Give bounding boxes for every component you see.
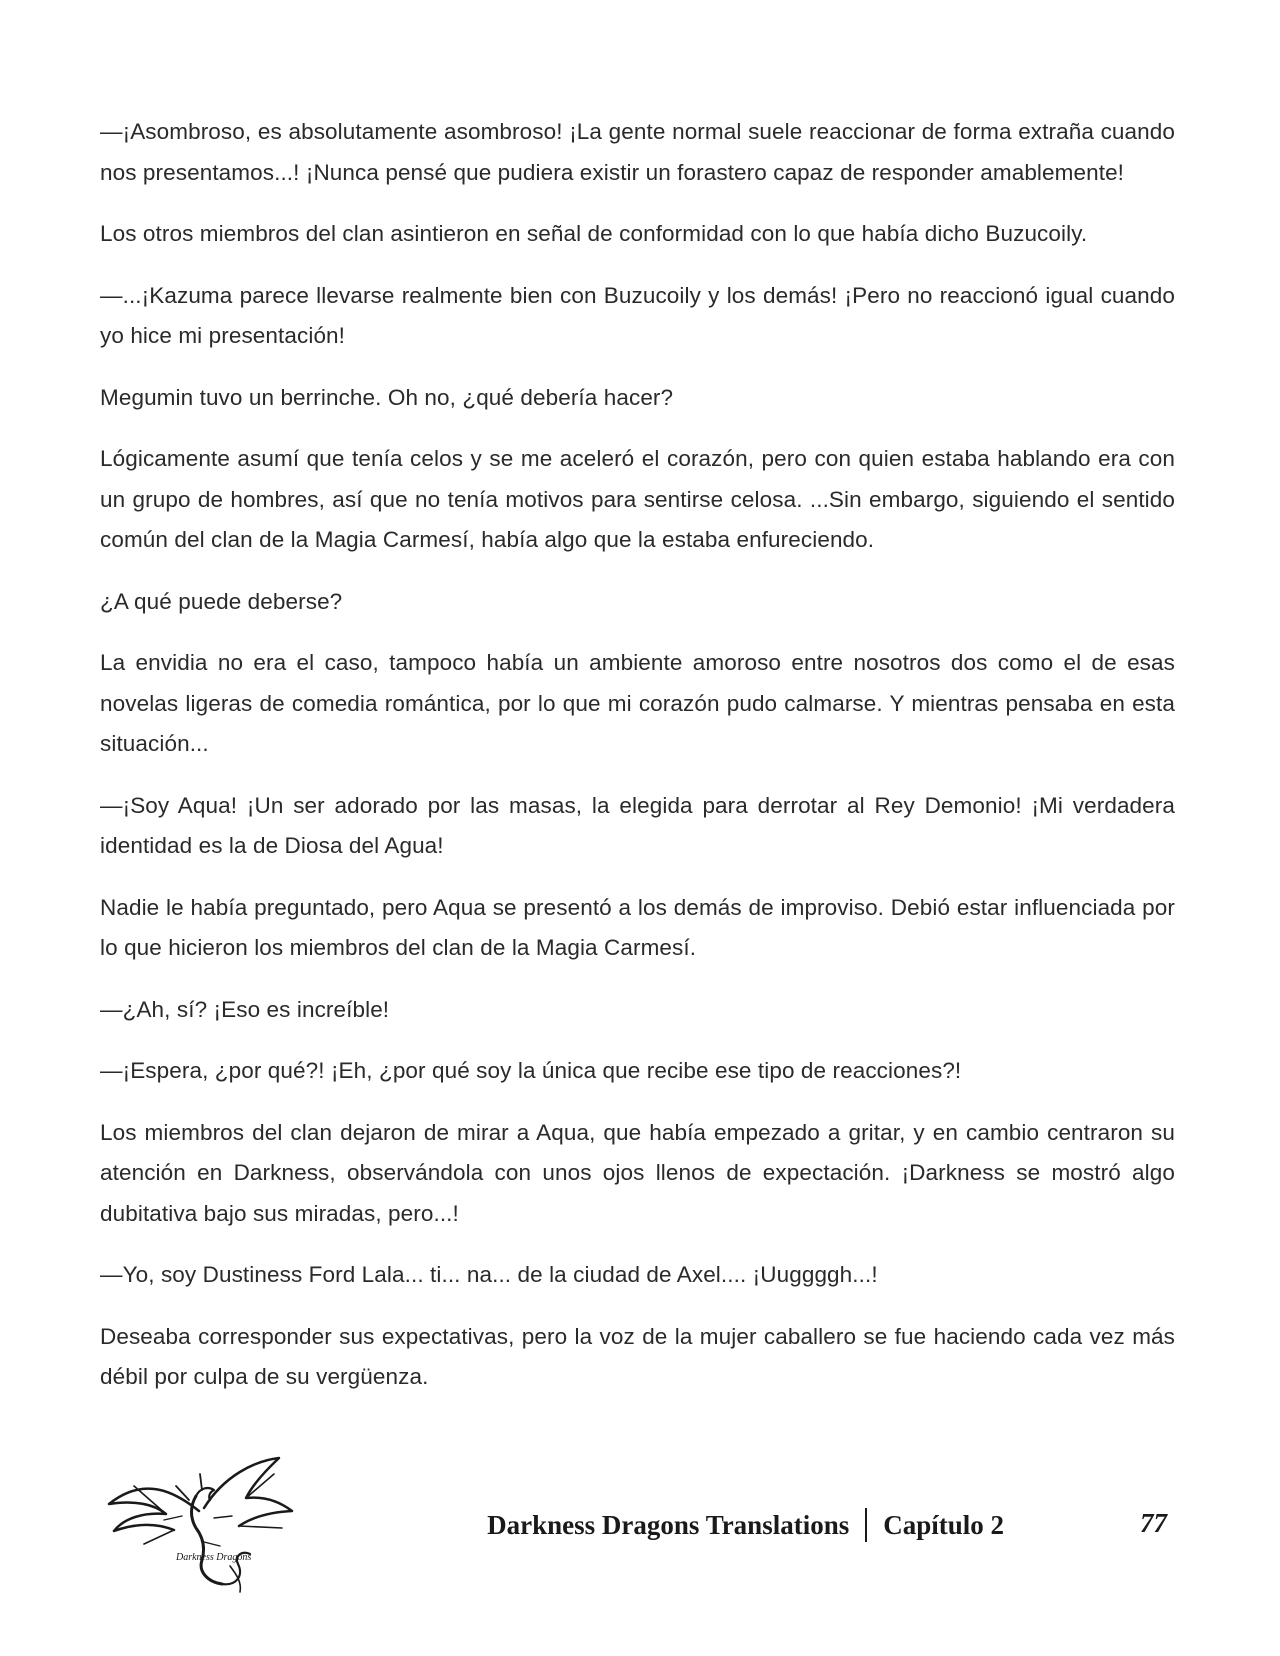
paragraph: Megumin tuvo un berrinche. Oh no, ¿qué debería hacer? (100, 384, 674, 410)
page-number: 77 (1140, 1508, 1167, 1538)
paragraph: —Yo, soy Dustiness Ford Lala... ti... na... de la ciudad de Axel.... ¡Uuggggh...! (100, 1262, 878, 1287)
paragraph: —¡Soy Aqua! ¡Un ser adorado por las masas, la elegida para derrotar al Rey Demonio! ¡Mi verdadera identidad es la de Diosa del Agua! (100, 792, 1175, 858)
group-name: Darkness Dragons Translations (487, 1509, 850, 1540)
paragraph: —¡Espera, ¿por qué?! ¡Eh, ¿por qué soy la única que recibe ese tipo de reacciones?! (100, 1058, 962, 1083)
paragraph: Los miembros del clan dejaron de mirar a Aqua, que había empezado a gritar, y en cambio centraron su atención en Darkness, observándola con unos ojos llenos de expectación. ¡Darkness se mostró algo dubitativa bajo sus miradas, pero...! (100, 1119, 1175, 1226)
paragraph: —¡Asombroso, es absolutamente asombroso! ¡La gente normal suele reaccionar de forma extraña cuando nos presentamos...! ¡Nunca pensé que pudiera existir un forastero capaz de responder amablemente! (100, 119, 1175, 185)
paragraph: Los otros miembros del clan asintieron en señal de conformidad con lo que había dicho Buzucoily. (100, 221, 1088, 246)
paragraph: —...¡Kazuma parece llevarse realmente bien con Buzucoily y los demás! ¡Pero no reaccionó igual cuando yo hice mi presentación! (100, 282, 1175, 348)
paragraph: Nadie le había preguntado, pero Aqua se presentó a los demás de improviso. Debió estar influenciada por lo que hicieron los miembros del clan de la Magia Carmesí. (100, 894, 1175, 960)
paragraph: La envidia no era el caso, tampoco había un ambiente amoroso entre nosotros dos como el de esas novelas ligeras de comedia romántica, por lo que mi corazón pudo calmarse. Y mientras pensaba en esta situación... (100, 650, 1175, 756)
paragraph: —¿Ah, sí? ¡Eso es increíble! (100, 996, 390, 1022)
footer-divider (865, 1508, 867, 1542)
paragraph: Deseaba corresponder sus expectativas, pero la voz de la mujer caballero se fue haciendo cada vez más débil por culpa de su vergüenza. (100, 1323, 1175, 1389)
text-body (100, 112, 1175, 1419)
svg-text:Darkness Dragons: Darkness Dragons (176, 1552, 252, 1563)
paragraph: ¿A qué puede deberse? (100, 588, 343, 614)
dragon-logo-icon (104, 1456, 294, 1594)
page-footer (0, 1450, 1280, 1600)
footer-credit (487, 1508, 1004, 1542)
chapter-label: Capítulo 2 (883, 1509, 1004, 1540)
paragraph: Lógicamente asumí que tenía celos y se me aceleró el corazón, pero con quien estaba hablando era con un grupo de hombres, así que no tenía motivos para sentirse celosa. ...Sin embargo, siguiendo el sentido común del clan de la Magia Carmesí, había algo que la estaba enfureciendo. (100, 446, 1175, 552)
